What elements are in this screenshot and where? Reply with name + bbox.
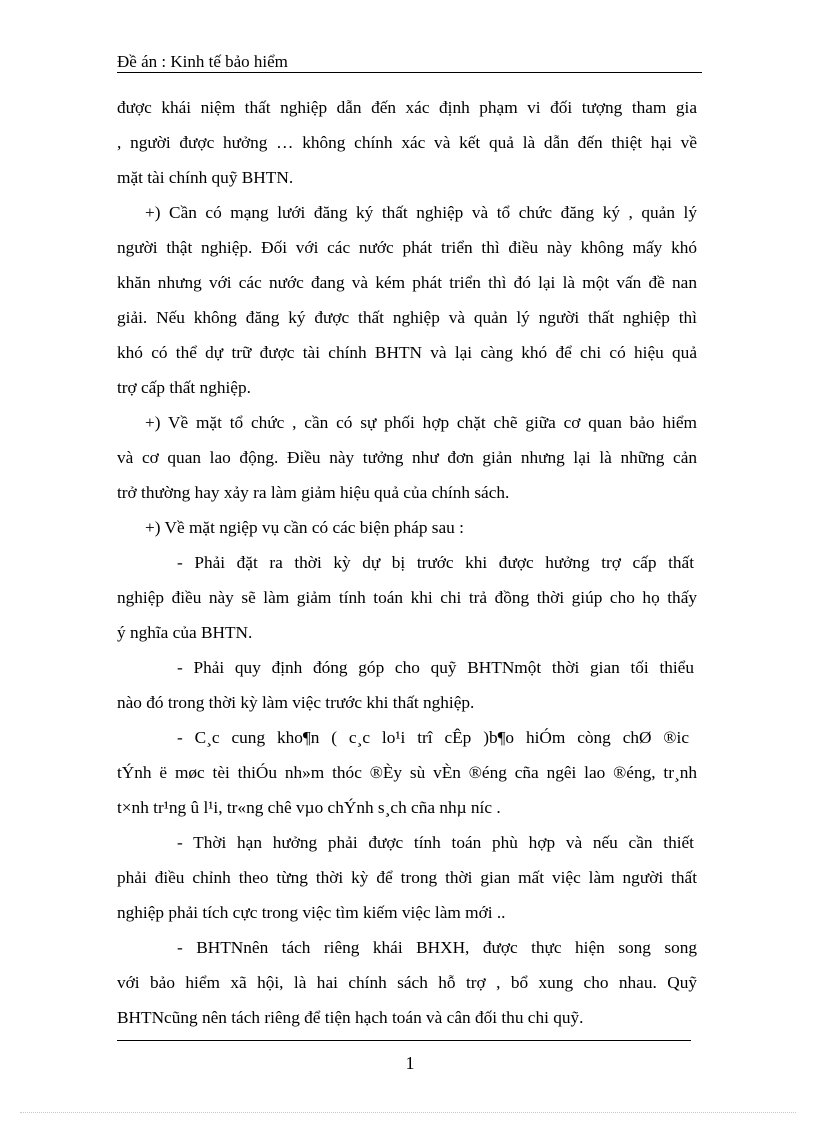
text-line: tÝnh ë møc tèi thiÓu nh»m thóc ®Èy sù vÈn ®éng cña ngêi lao ®éng, tr¸nh <box>117 763 697 782</box>
text-line: +) Về mặt tổ chức , cần có sự phối hợp chặt chẽ giữa cơ quan bảo hiểm <box>145 413 697 432</box>
text-line: người thật nghiệp. Đối với các nước phát triển thì điều này không mấy khó <box>117 238 697 257</box>
list-item-line: - Phải quy định đóng góp cho quỹ BHTNmột thời gian tối thiểu <box>177 658 694 677</box>
list-item-line: - Thời hạn hưởng phải được tính toán phù hợp và nếu cần thiết <box>177 833 694 852</box>
text-line: phải điều chỉnh theo từng thời kỳ để trong thời gian mất việc làm người thất <box>117 868 697 887</box>
text-line: trợ cấp thất nghiệp. <box>117 378 251 397</box>
text-line: mặt tài chính quỹ BHTN. <box>117 168 294 187</box>
text-line: nào đó trong thời kỳ làm việc trước khi thất nghiệp. <box>117 693 475 712</box>
text-line: với bảo hiểm xã hội, là hai chính sách hỗ trợ , bổ xung cho nhau. Quỹ <box>117 973 697 992</box>
text-line: +) Cần có mạng lưới đăng ký thất nghiệp và tổ chức đăng ký , quản lý <box>145 203 697 222</box>
page-header <box>117 52 702 73</box>
list-item-line: - Phải đặt ra thời kỳ dự bị trước khi được hưởng trợ cấp thất <box>177 553 694 572</box>
text-line: trở thường hay xảy ra làm giảm hiệu quả của chính sách. <box>117 483 510 502</box>
text-line: và cơ quan lao động. Điều này tưởng như đơn giản nhưng lại là những cản <box>117 448 697 467</box>
footer-divider <box>117 1040 691 1041</box>
text-line: nghiệp phải tích cực trong việc tìm kiếm việc làm mới .. <box>117 903 506 922</box>
text-line: , người được hưởng … không chính xác và kết quả là dẫn đến thiệt hại về <box>117 133 697 152</box>
header-title: Đề án : Kinh tế bảo hiểm <box>117 52 288 71</box>
list-item-line: - C¸c cung kho¶n ( c¸c lo¹i trî cÊp )b¶o hiÓm còng chØ ®ic <box>177 728 689 747</box>
text-line: giải. Nếu không đăng ký được thất nghiệp và quản lý người thất nghiệp thì <box>117 308 697 327</box>
page-number: 1 <box>405 1053 415 1073</box>
text-line: BHTNcũng nên tách riêng để tiện hạch toán và cân đối thu chi quỹ. <box>117 1008 584 1027</box>
text-line: t×nh tr¹ng û l¹i, tr«ng chê vµo chÝnh s¸ch cña nhµ níc . <box>117 798 501 817</box>
text-line: ý nghĩa của BHTN. <box>117 623 253 642</box>
text-line: nghiệp điều này sẽ làm giảm tính toán khi chi trả đồng thời giúp cho họ thấy <box>117 588 697 607</box>
text-line: khó có thể dự trữ được tài chính BHTN và lại càng khó để chi có hiệu quả <box>117 343 697 362</box>
text-line: được khái niệm thất nghiệp dẫn đến xác định phạm vi đối tượng tham gia <box>117 98 697 117</box>
page-bottom-border <box>20 1112 796 1113</box>
text-line: +) Về mặt ngiệp vụ cần có các biện pháp sau : <box>145 518 464 537</box>
list-item-line: - BHTNnên tách riêng khái BHXH, được thực hiện song song <box>177 938 697 957</box>
text-line: khăn nhưng với các nước đang và kém phát triển thì đó lại là một vấn đề nan <box>117 273 697 292</box>
